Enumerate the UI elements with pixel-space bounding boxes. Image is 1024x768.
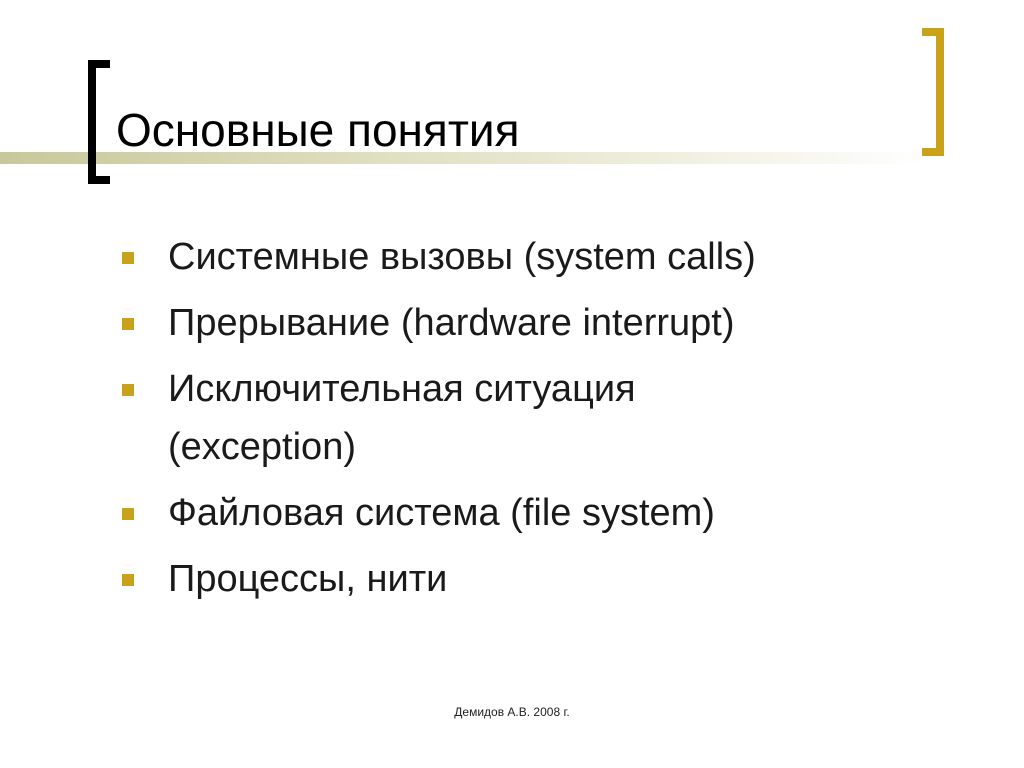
list-item bbox=[118, 294, 918, 352]
bullet-text: Исключительная ситуация (exception) bbox=[168, 368, 636, 468]
bullet-list bbox=[118, 228, 918, 616]
bullet-text: Файловая система (file system) bbox=[168, 492, 715, 534]
list-item bbox=[118, 550, 918, 608]
square-bullet-icon bbox=[122, 508, 134, 520]
bullet-text: Прерывание (hardware interrupt) bbox=[168, 302, 735, 344]
list-item bbox=[118, 360, 918, 476]
right-bracket-decoration bbox=[922, 28, 944, 156]
square-bullet-icon bbox=[122, 574, 134, 586]
square-bullet-icon bbox=[122, 252, 134, 264]
slide-title: Основные понятия bbox=[116, 104, 520, 156]
footer-credit: Демидов А.В. 2008 г. bbox=[454, 705, 570, 719]
list-item bbox=[118, 484, 918, 542]
bullet-text: Системные вызовы (system calls) bbox=[168, 236, 756, 278]
square-bullet-icon bbox=[122, 384, 134, 396]
bullet-text: Процессы, нити bbox=[168, 558, 448, 600]
left-bracket-decoration bbox=[88, 60, 110, 184]
list-item bbox=[118, 228, 918, 286]
square-bullet-icon bbox=[122, 318, 134, 330]
